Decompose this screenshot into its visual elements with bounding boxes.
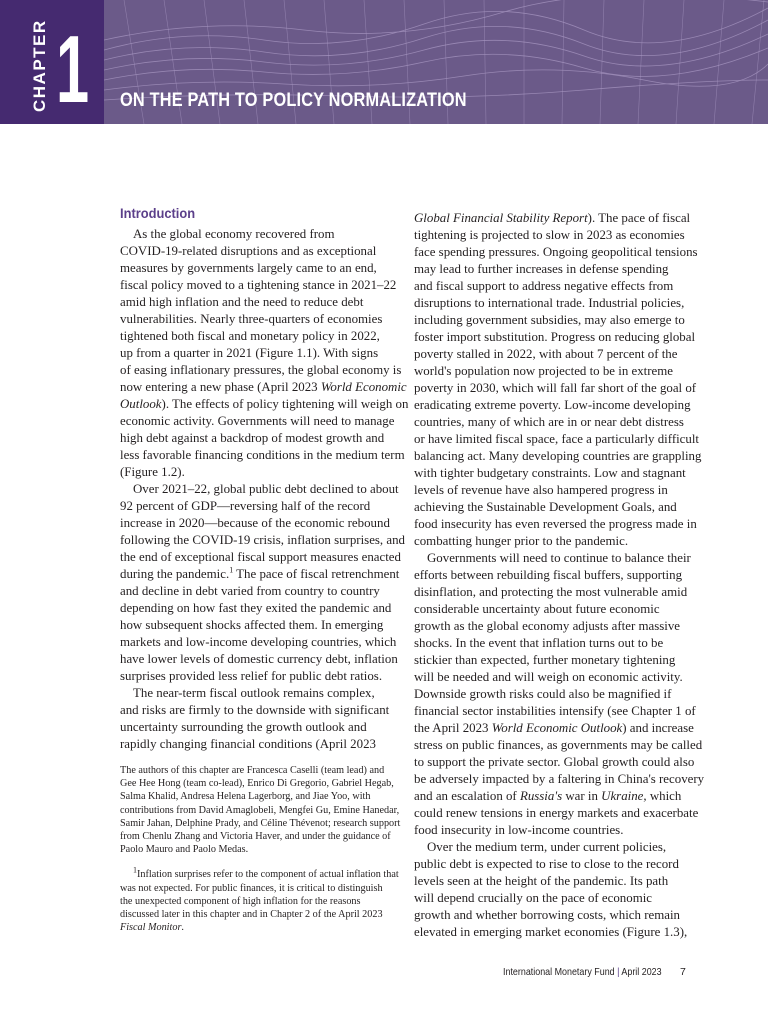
body-text: ). The pace of fiscal (587, 211, 691, 225)
body-line: Over the medium term, under current policies, (427, 840, 667, 854)
body-line: public debt is expected to rise to close to the record (414, 857, 679, 871)
footnote-ref[interactable]: 1 (229, 565, 234, 575)
body-text: The pace of fiscal retrenchment (233, 567, 400, 581)
body-line: have lower levels of domestic currency debt, inflation (120, 652, 398, 666)
body-line: tightening is projected to slow in 2023 as economies (414, 228, 685, 242)
body-line: poverty in 2030, which will fall far short of the goal of (414, 381, 697, 395)
body-line (414, 720, 694, 737)
section-heading: Introduction (120, 205, 196, 221)
body-line: levels seen at the height of the pandemic. Its path (414, 874, 669, 888)
body-text: war in (562, 789, 602, 803)
body-text: ). The effects of policy tightening will weigh on (161, 397, 409, 411)
body-line: stickier than expected, further monetary tightening (414, 653, 676, 667)
footnote-line: the unexpected component of high inflation for the reasons (120, 895, 361, 907)
body-line (120, 396, 409, 413)
body-text: during the pandemic. (120, 567, 230, 581)
body-line: will depend crucially on the pace of economic (414, 891, 653, 905)
body-line: measures by governments largely came to an end, (120, 261, 377, 275)
body-line: up from a quarter in 2021 (Figure 1.1). With signs (120, 346, 379, 360)
page-footer (503, 966, 662, 978)
footnote-text: Inflation surprises refer to the component of actual inflation that (137, 869, 399, 881)
body-line: surprises provided less relief for public debt ratios. (120, 669, 383, 683)
body-line: to support the private sector. Global growth could also (414, 755, 695, 769)
body-line: economic activity. Governments will need to manage (120, 414, 395, 428)
page-number: 7 (680, 966, 686, 978)
footnote-authors-line: Gee Hee Hong (team co-lead), Enrico Di Gregorio, Gabriel Hegab, (120, 778, 394, 790)
body-line: uncertainty surrounding the growth outlook and (120, 720, 367, 734)
body-line: disinflation, and protecting the most vulnerable amid (414, 585, 688, 599)
body-line: As the global economy recovered from (133, 227, 335, 241)
footnote-marker: 1 (133, 866, 137, 876)
weo-reference: World Economic Outlook (491, 721, 623, 735)
right-column (414, 210, 705, 941)
body-line: following the COVID-19 crisis, inflation surprises, and (120, 533, 405, 547)
body-line: balancing act. Many developing countries are grappling (414, 449, 702, 463)
body-line: combatting hunger prior to the pandemic. (414, 534, 629, 548)
footer-separator: | (614, 966, 622, 978)
body-line: vulnerabilities. Nearly three-quarters of economies (120, 312, 383, 326)
body-line: amid high inflation and the need to reduce debt (120, 295, 364, 309)
body-line: food insecurity has even reversed the progress made in (414, 517, 697, 531)
body-line: and risks are firmly to the downside with significant (120, 703, 390, 717)
footnote-authors-line: contributions from David Amaglobeli, Mengfei Gu, Emine Hanedar, (120, 804, 400, 816)
footnote-text: . (181, 922, 184, 934)
weo-reference-cont: Outlook (120, 397, 162, 411)
body-line: and decline in debt varied from country to country (120, 584, 380, 598)
body-line: how subsequent shocks affected them. In emerging (120, 618, 384, 632)
body-line: face spending pressures. Ongoing geopolitical tensions (414, 245, 698, 259)
chapter-title: ON THE PATH TO POLICY NORMALIZATION (120, 90, 467, 111)
publisher-name: International Monetary Fund (503, 966, 615, 978)
body-line: tightened both fiscal and monetary policy in 2022, (120, 329, 380, 343)
body-line (414, 788, 686, 805)
russia-reference: Russia's (519, 789, 563, 803)
footnote-line (120, 866, 399, 881)
body-line: and fiscal support to address negative effects from (414, 279, 674, 293)
body-line: financial sector instabilities intensify (see Chapter 1 of (414, 704, 696, 718)
gfsr-reference: Global Financial Stability Report (414, 211, 588, 225)
body-line: food insecurity in low-income countries. (414, 823, 624, 837)
body-line (414, 210, 691, 227)
body-line: markets and low-income developing countries, which (120, 635, 397, 649)
body-line: growth and whether borrowing costs, which remain (414, 908, 680, 922)
body-line: with tighter budgetary constraints. Low and stagnant (414, 466, 686, 480)
chapter-number: 1 (56, 16, 90, 123)
footnote-gap (120, 856, 390, 868)
body-line: world's population now projected to be in extreme (414, 364, 673, 378)
chapter-label: CHAPTER (30, 19, 49, 112)
footnote-authors-line: Salma Khalid, Andresa Helena Lagerborg, and Jiae Yoo, with (120, 791, 371, 803)
body-line: achieving the Sustainable Development Goals, and (414, 500, 677, 514)
body-line: be adversely impacted by a faltering in China's recovery (414, 772, 705, 786)
body-line: elevated in emerging market economies (Figure 1.3), (414, 925, 688, 939)
body-line: high debt against a backdrop of modest growth and (120, 431, 385, 445)
footnote-line: discussed later in this chapter and in Chapter 2 of the April 2023 (120, 909, 383, 921)
left-column (120, 204, 409, 753)
body-line: COVID-19-related disruptions and as exceptional (120, 244, 377, 258)
body-line (120, 379, 407, 396)
body-line: (Figure 1.2). (120, 465, 185, 479)
footnote-line (120, 921, 390, 934)
body-line: Over 2021–22, global public debt declined to about (133, 482, 399, 496)
body-line: increase in 2020—because of the economic rebound (120, 516, 390, 530)
body-line: countries, many of which are in or near debt distress (414, 415, 684, 429)
body-line: efforts between rebuilding fiscal buffers, supporting (414, 568, 683, 582)
weo-reference: World Economic (320, 380, 407, 394)
body-line: Downside growth risks could also be magnified if (414, 687, 672, 701)
body-line: including government subsidies, may also emerge to (414, 313, 685, 327)
body-text: ) and increase (622, 721, 694, 735)
body-line: could renew tensions in energy markets and exacerbate (414, 806, 699, 820)
body-line: of easing inflationary pressures, the global economy is (120, 363, 402, 377)
body-line: The near-term fiscal outlook remains complex, (133, 686, 375, 700)
body-line: disruptions to international trade. Industrial policies, (414, 296, 685, 310)
body-line: eradicating extreme poverty. Low-income developing (414, 398, 691, 412)
footnote-line: was not expected. For public finances, it is critical to distinguish (120, 882, 383, 894)
body-line: may lead to further increases in defense spending (414, 262, 669, 276)
footnote-authors-line: Paolo Mauro and Paolo Medas. (120, 844, 249, 856)
body-line: 92 percent of GDP—reversing half of the record (120, 499, 371, 513)
ukraine-reference: Ukraine, (601, 789, 647, 803)
body-line: or have limited fiscal space, face a particularly difficult (414, 432, 700, 446)
body-line: poverty stalled in 2022, with about 7 percent of the (414, 347, 678, 361)
body-text: now entering a new phase (April 2023 (120, 380, 321, 394)
body-line: considerable uncertainty about future economic (414, 602, 660, 616)
footnote-authors-line: The authors of this chapter are Francesca Caselli (team lead) and (120, 765, 385, 776)
body-line: stress on public finances, as governments may be called (414, 738, 703, 752)
body-line: fiscal policy moved to a tightening stance in 2021–22 (120, 278, 397, 292)
body-line: growth as the global economy adjusts after massive (414, 619, 680, 633)
body-text: the April 2023 (414, 721, 492, 735)
body-line: rapidly changing financial conditions (April 2023 (120, 737, 376, 751)
footnotes (120, 764, 401, 934)
body-line: will be needed and will weigh on economic activity. (414, 670, 683, 684)
chapter-banner (0, 0, 768, 124)
publication-date: April 2023 (621, 966, 662, 978)
body-line: Governments will need to continue to balance their (427, 551, 691, 565)
body-text: which (646, 789, 682, 803)
body-line: less favorable financing conditions in the medium term (120, 448, 405, 462)
footnote-authors-line: Samir Jahan, Delphine Prady, and Céline Thévenot; research support (120, 817, 401, 829)
body-text: and an escalation of (414, 789, 520, 803)
body-line: foster import substitution. Progress on reducing global (414, 330, 696, 344)
body-line: depending on how fast they exited the pandemic and (120, 601, 392, 615)
body-line: shocks. In the event that inflation turns out to be (414, 636, 664, 650)
body-line: levels of revenue have also hampered progress in (414, 483, 668, 497)
body-line (120, 565, 400, 583)
footnote-authors-line: from Chenlu Zhang and Victoria Haver, and under the guidance of (120, 831, 391, 843)
chapter-block (0, 0, 104, 124)
body-line: the end of exceptional fiscal support measures enacted (120, 550, 401, 564)
fiscal-monitor-reference: Fiscal Monitor (120, 922, 182, 934)
